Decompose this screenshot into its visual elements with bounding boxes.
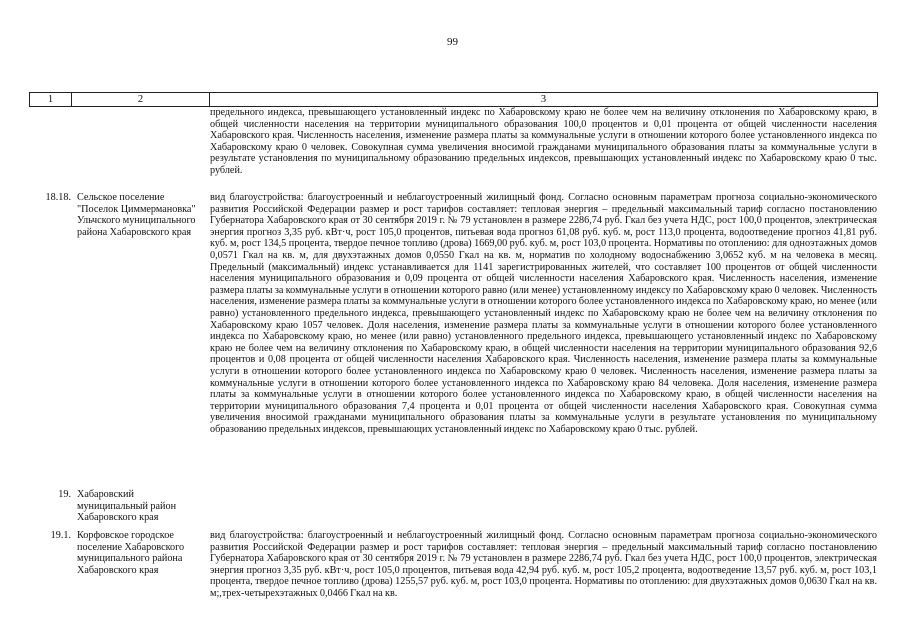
row-description: вид благоустройства: благоустроенный и неблагоустроенный жилищный фонд. Согласно основным параметрам прогноза социально-экономического развития Российской Федерации размер и рост тарифов составляет: тепловая энергия – предельный максимальный тариф согласно постановлению Губернатора Хабаровского края от 30 сентября 2019 г. № 79 установлен в размере 2286,74 руб. Гкал без учета НДС, рост 100,0 процентов, электрическая энергия прогноз 3,35 руб. кВт·ч, рост 105,0 процентов, питьевая вода прогноз 61,08 руб. куб. м, рост 113,0 процента, водоотведение прогноз 41,81 руб. куб. м, рост 134,5 процента, твердое печное топливо (дрова) 1669,00 руб. куб. м, рост 103,0 процента. Нормативы по отоплению: для одноэтажных домов 0,0571 Гкал на кв. м, для двухэтажных домов 0,0550 Гкал на кв. м, норматив по холодному водоснабжению 3,0652 куб. м на человека в месяц. Предельный (максимальный) индекс устанавливается для 1141 зарегистрированных жителей, что составляет 100 процентов от общей численности населения муниципального образования и 0,09 процента от общей численности населения Хабаровского края. Численность населения, изменение размера платы за коммунальные услуги в отношении которого равно (или менее) установленному индексу по Хабаровскому краю 0 человек. Численность населения, изменение размера платы за коммунальные услуги в отношении которого более установленного индекса по Хабаровскому краю, но менее (или равно) установленного предельного индекса, превышающего установленный индекс по Хабаровскому краю не более чем на величину отклонения по Хабаровскому краю 1057 человек. Доля населения, изменение размера платы за коммунальные услуги в отношении которого более установленного индекса по Хабаровскому краю, но менее (или равно) установленного предельного индекса, превышающего установленный индекс по Хабаровскому краю не более чем на величину отклонения по Хабаровскому краю, в общей численности населения на территории муниципального образования 92,6 процентов и 0,08 процента от общей численности населения Хабаровского края. Численность населения, изменение размера платы за коммунальные услуги в отношении которого более установленного индекса по Хабаровскому краю 0 человек. Численность населения, изменение размера платы за коммунальные услуги в отношении которого более установленного индекса по Хабаровскому краю 84 человека. Доля населения, изменение размера платы за коммунальные услуги в отношении которого более установленного индекса по Хабаровскому краю, в общей численности населения на территории муниципального образования 7,4 процента и 0,01 процента от общей численности населения Хабаровского края. Совокупная сумма увеличения вносимой гражданами муниципального образования платы за коммунальные услуги в результате установления по муниципальному образованию предельных индексов, превышающих установленный индекс по Хабаровскому краю 0 тыс. рублей. <box>210 192 877 435</box>
row-number: 18.18. <box>45 192 71 203</box>
settlement-name: Корфовское городское поселение Хабаровского муниципального района Хабаровского края <box>77 530 185 576</box>
row-description: вид благоустройства: благоустроенный и неблагоустроенный жилищный фонд. Согласно основным параметрам прогноза социально-экономического развития Российской Федерации размер и рост тарифов составляет: тепловая энергия – предельный максимальный тариф согласно постановлению Губернатора Хабаровского края от 30 сентября 2019 г. № 79 установлен в размере 2286,74 руб. Гкал без учета НДС, рост 100,0 процентов, электрическая энергия прогноз 3,35 руб. кВт·ч, рост 105,0 процентов, питьевая вода 42,94 руб. куб. м, рост 105,2 процента, водоотведение 13,57 руб. куб. м, рост 103,1 процента, твердое печное топливо (дрова) 1255,57 руб. куб. м, рост 103,0 процента. Нормативы по отоплению: для двухэтажных домов 0,0630 Гкал на кв. м;,трех-четырехэтажных 0,0466 Гкал на кв. <box>210 530 877 599</box>
column-header-2: 2 <box>72 93 210 107</box>
row-number: 19.1. <box>50 530 71 541</box>
column-header-row <box>30 93 878 107</box>
column-header-1: 1 <box>30 93 72 107</box>
district-name: Хабаровский муниципальный район Хабаровского края <box>77 489 177 524</box>
column-header-table <box>29 92 878 107</box>
settlement-name: Сельское поселение "Поселок Циммермановка" Ульчского муниципального района Хабаровского края <box>77 192 196 238</box>
row-number: 19. <box>58 489 71 500</box>
row-description: предельного индекса, превышающего установленный индекс по Хабаровскому краю не более чем на величину отклонения по Хабаровскому краю, в общей численности населения на территории муниципального образования 100,0 процентов и 0,01 процента от общей численности населения Хабаровского края. Численность населения, изменение размера платы за коммунальные услуги в отношении которого более установленного индекса по Хабаровскому краю 0 человек. Совокупная сумма увеличения вносимой гражданами муниципального образования платы за коммунальные услуги в результате установления по муниципальному образованию предельных индексов, превышающих установленный индекс по Хабаровскому краю 0 тыс. рублей. <box>210 107 877 176</box>
column-header-3: 3 <box>210 93 878 107</box>
page-number: 99 <box>447 36 458 48</box>
